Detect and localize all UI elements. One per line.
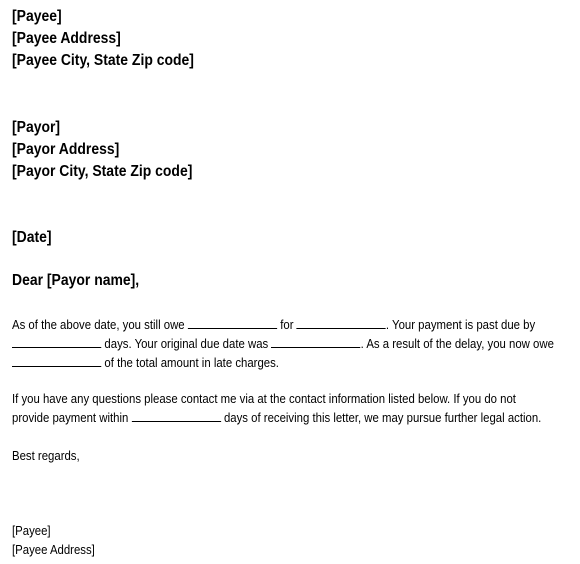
p2-text-b: days of receiving this letter, we may pursue further legal action. xyxy=(223,410,542,425)
p1-text-c: . Your payment is past due by xyxy=(385,317,536,332)
p1-text-d: days. Your original due date was xyxy=(104,336,269,351)
payee-name: [Payee] xyxy=(12,8,62,25)
payee-address: [Payee Address] xyxy=(12,30,121,47)
salutation: Dear [Payor name], xyxy=(12,272,140,289)
item-blank[interactable] xyxy=(297,316,386,329)
payor-address: [Payor Address] xyxy=(12,141,120,158)
closing: Best regards, xyxy=(12,448,80,463)
p1-text-e: . As a result of the delay, you now owe xyxy=(360,336,554,351)
signature-name: [Payee] xyxy=(12,523,51,538)
paragraph-payment-due xyxy=(12,315,572,372)
late-charges-blank[interactable] xyxy=(12,354,101,367)
p2-text-a: provide payment within xyxy=(12,410,129,425)
p1-text-b: for xyxy=(280,317,294,332)
payor-address-block xyxy=(12,117,192,183)
days-to-pay-blank[interactable] xyxy=(132,409,221,422)
paragraph1-line2 xyxy=(12,334,572,353)
payee-city: [Payee City, State Zip code] xyxy=(12,52,194,69)
payee-address-block xyxy=(12,6,194,72)
paragraph2-line2 xyxy=(12,408,572,427)
letter-date: [Date] xyxy=(12,229,52,246)
amount-owed-blank[interactable] xyxy=(188,316,277,329)
p1-text-a: As of the above date, you still owe xyxy=(12,317,185,332)
original-due-date-blank[interactable] xyxy=(271,335,360,348)
days-past-due-blank[interactable] xyxy=(12,335,101,348)
payor-city: [Payor City, State Zip code] xyxy=(12,163,193,180)
payor-name: [Payor] xyxy=(12,119,61,136)
paragraph1-line3 xyxy=(12,353,572,372)
p1-text-f: of the total amount in late charges. xyxy=(104,355,279,370)
paragraph2-line1: If you have any questions please contact me via at the contact information listed below. If you do not xyxy=(12,391,516,406)
signature-block xyxy=(12,521,572,559)
signature-address: [Payee Address] xyxy=(12,542,95,557)
paragraph-contact xyxy=(12,389,572,427)
paragraph1-line1 xyxy=(12,315,572,334)
